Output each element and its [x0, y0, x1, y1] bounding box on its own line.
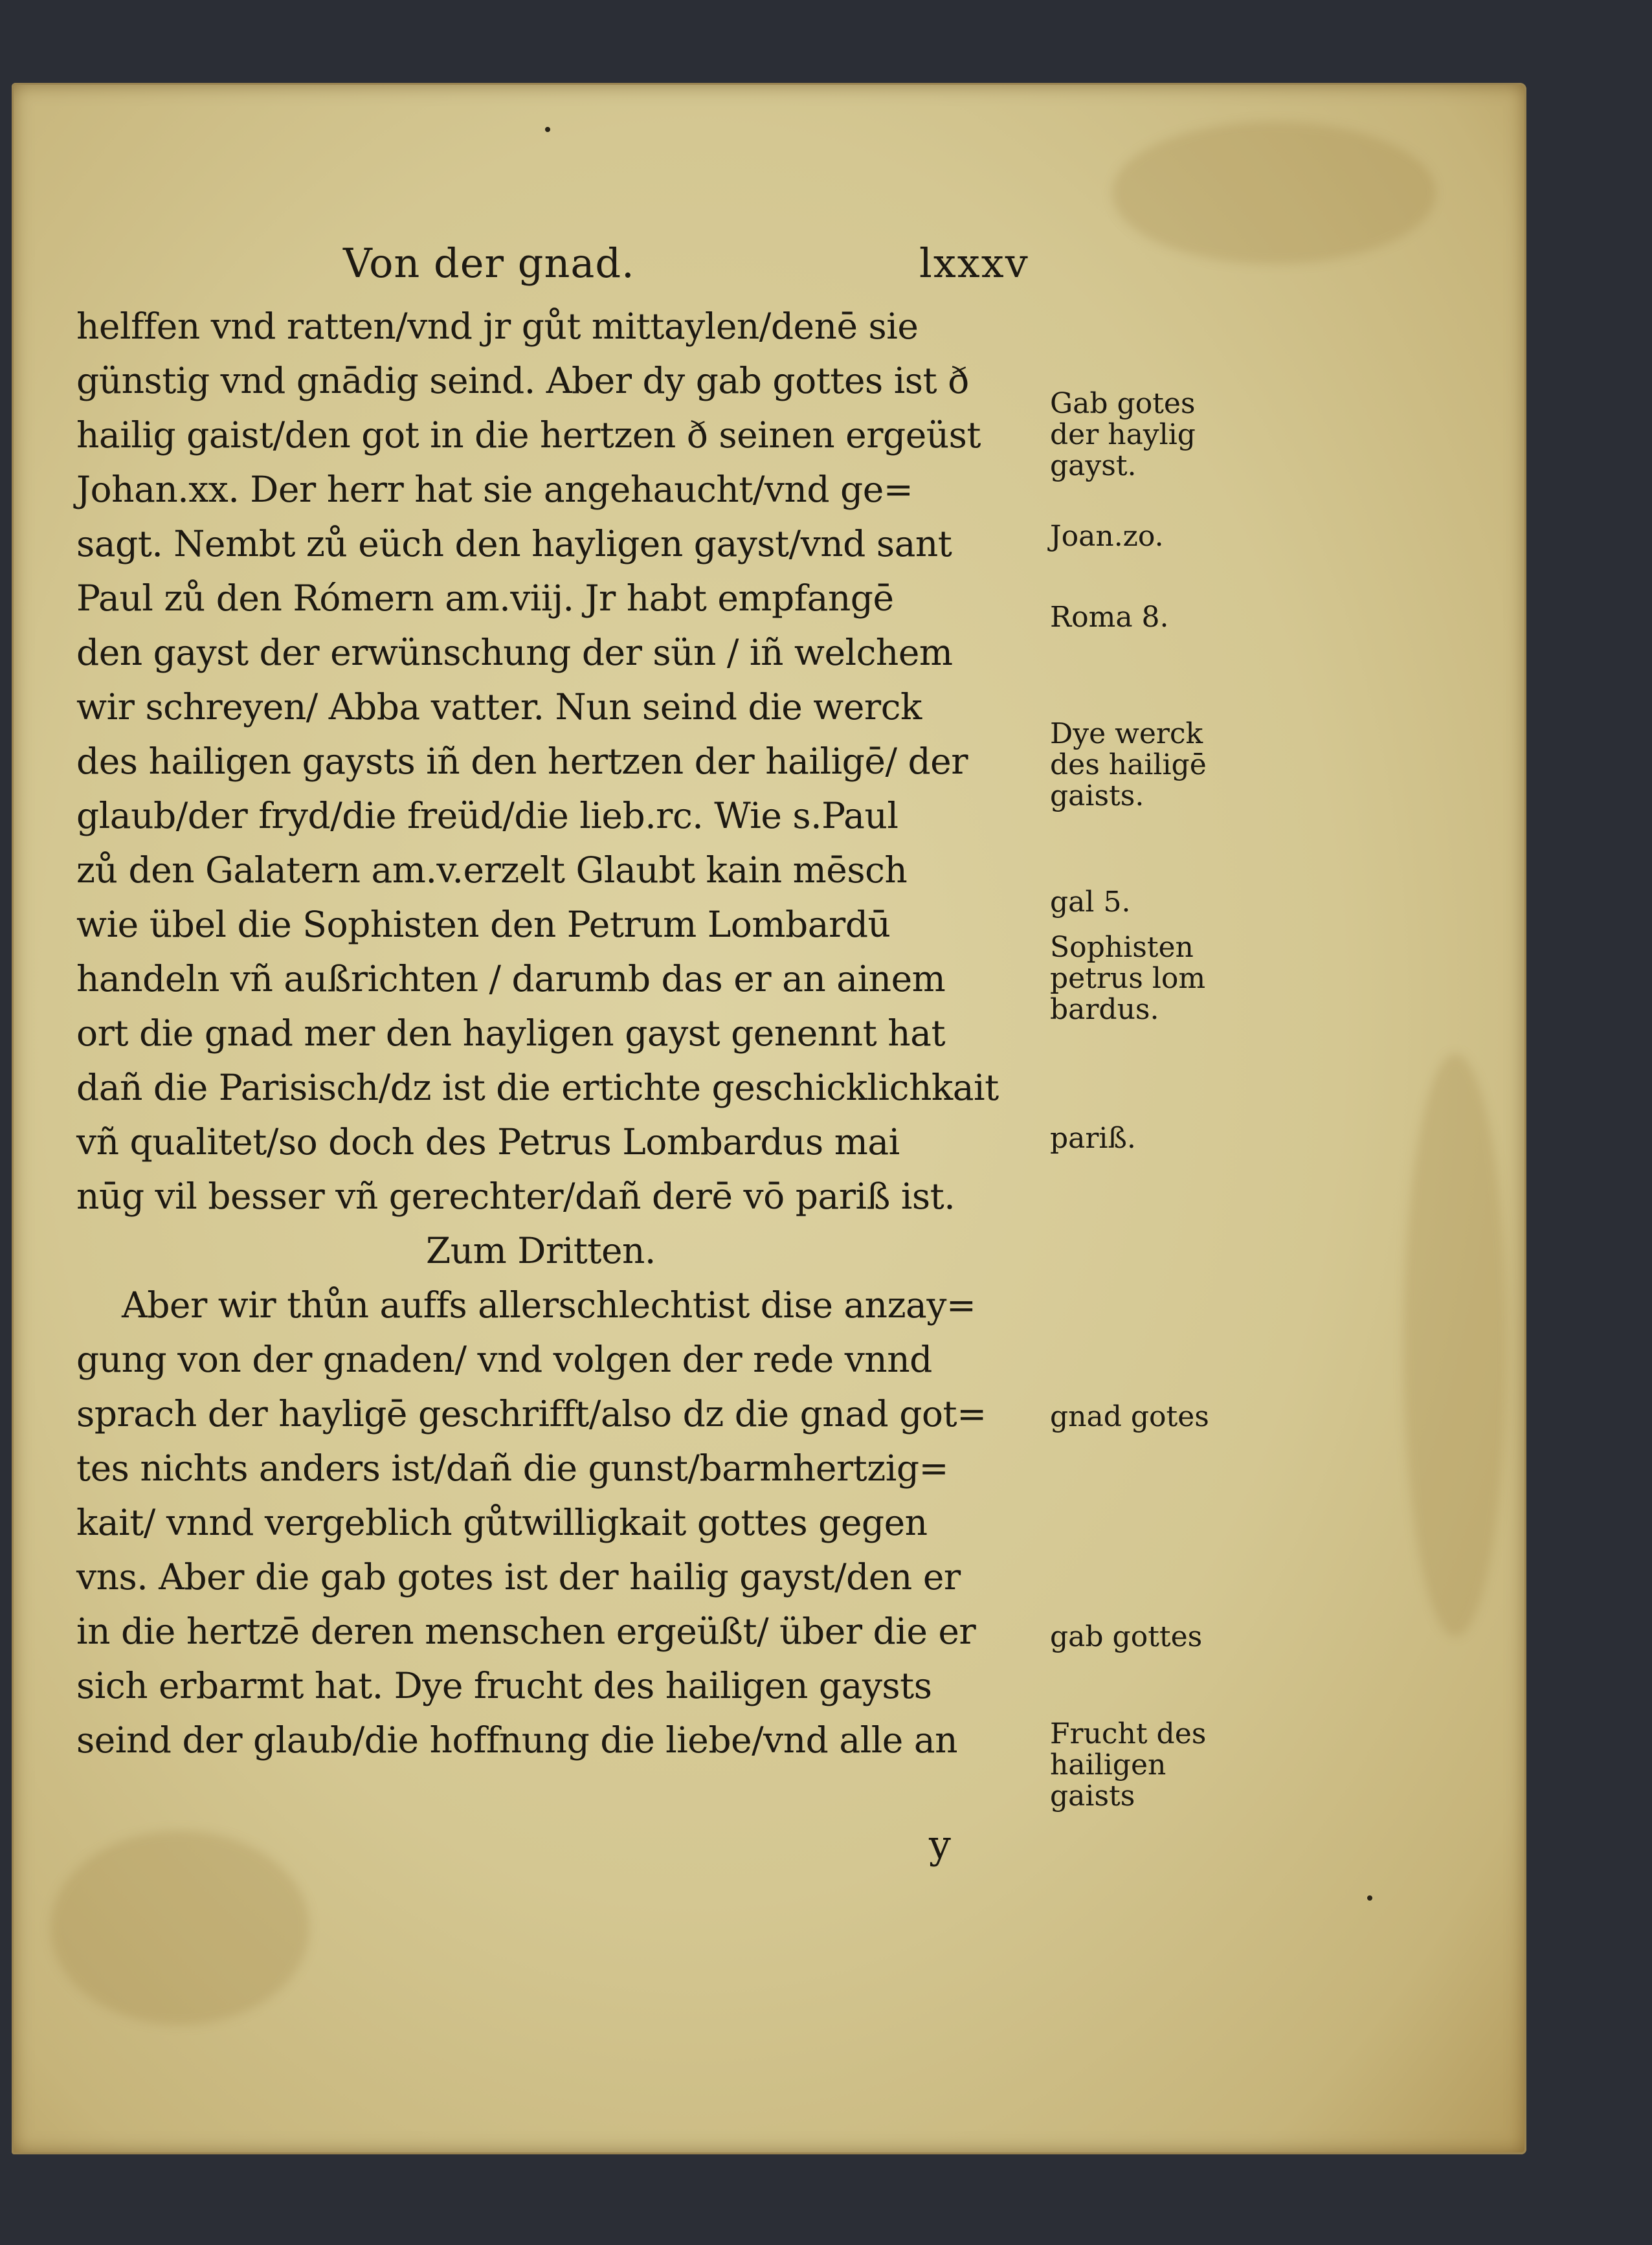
margin-note-line: Dye werck [1050, 717, 1203, 750]
text-line: zů den Galatern am.v.erzelt Glaubt kain mēsch [76, 849, 908, 891]
text-line: handeln vñ außrichten / darumb das er an ainem [76, 958, 946, 1000]
text-line: tes nichts anders ist/dañ die gunst/barmhertzig= [76, 1447, 949, 1489]
text-line: Paul zů den Rómern am.viij. Jr habt empfangē [76, 577, 894, 619]
margin-note-line: Frucht des [1050, 1717, 1207, 1750]
text-line: wie übel die Sophisten den Petrum Lombardū [76, 904, 891, 945]
text-line: seind der glaub/die hoffnung die liebe/vnd alle an [76, 1719, 958, 1761]
margin-note-line: Sophisten [1050, 931, 1194, 964]
text-line: gung von der gnaden/ vnd volgen der rede vnnd [76, 1339, 932, 1380]
ink-speck [1367, 1895, 1372, 1901]
margin-note [1050, 887, 1130, 918]
text-line: ort die gnad mer den hayligen gayst genennt hat [76, 1012, 946, 1054]
text-line: nūg vil besser vñ gerechter/dañ derē vō pariß ist. [76, 1176, 955, 1217]
text-line: vns. Aber die gab gotes ist der hailig gayst/den er [76, 1556, 961, 1598]
text-line: Aber wir thůn auffs allerschlechtist dise anzay= [122, 1284, 976, 1326]
text-line: des hailigen gaysts iñ den hertzen der hailigē/ der [76, 741, 968, 782]
margin-note-line: gaists [1050, 1780, 1135, 1813]
margin-note-line: gnad gotes [1050, 1400, 1209, 1433]
signature-mark: y [929, 1822, 951, 1868]
text-line: günstig vnd gnādig seind. Aber dy gab gottes ist ð [76, 360, 969, 401]
margin-note [1050, 602, 1169, 633]
main-text-block [76, 299, 1067, 1767]
paper-stain [50, 1831, 309, 2025]
margin-note [1050, 1402, 1209, 1433]
margin-note-line: Roma 8. [1050, 601, 1169, 634]
margin-note [1050, 1719, 1206, 1812]
margin-note [1050, 932, 1205, 1025]
text-line: helffen vnd ratten/vnd jr gůt mittaylen/denē sie [76, 306, 919, 347]
text-line: sprach der hayligē geschrifft/also dz die gnad got= [76, 1393, 987, 1435]
margin-note-line: Gab gotes [1050, 387, 1196, 420]
margin-note [1050, 521, 1164, 552]
text-line: kait/ vnnd vergeblich gůtwilligkait gottes gegen [76, 1502, 928, 1543]
margin-note-line: gayst. [1050, 449, 1137, 482]
margin-note-line: petrus lom [1050, 962, 1206, 995]
text-line: hailig gaist/den got in die hertzen ð seinen ergeüst [76, 414, 981, 456]
section-heading: Zum Dritten. [426, 1230, 656, 1271]
text-line: Johan.xx. Der herr hat sie angehaucht/vnd ge= [76, 469, 913, 510]
text-line: sagt. Nembt zů eüch den hayligen gayst/vnd sant [76, 523, 952, 564]
paper-stain [1403, 1054, 1507, 1636]
margin-note-line: des hailigē [1050, 748, 1207, 781]
margin-note-line: Joan.zo. [1050, 520, 1164, 553]
margin-note [1050, 1622, 1202, 1653]
text-line: dañ die Parisisch/dz ist die ertichte geschicklichkait [76, 1067, 999, 1108]
text-line: vñ qualitet/so doch des Petrus Lombardus mai [76, 1121, 900, 1163]
text-line: glaub/der fryd/die freüd/die lieb.rc. Wie s.Paul [76, 795, 899, 836]
margin-note-line: bardus. [1050, 993, 1159, 1026]
ink-speck [545, 127, 550, 132]
margin-note [1050, 719, 1207, 812]
text-line: sich erbarmt hat. Dye frucht des hailigen gaysts [76, 1665, 932, 1706]
running-head: Von der gnad. [343, 240, 635, 287]
margin-note-line: hailigen [1050, 1748, 1166, 1781]
margin-note-line: gab gottes [1050, 1620, 1203, 1653]
margin-note-line: pariß. [1050, 1122, 1136, 1155]
folio-number: lxxxv [919, 240, 1029, 287]
paper-stain [1112, 122, 1436, 264]
text-line: in die hertzē deren menschen ergeüßt/ über die er [76, 1611, 976, 1652]
margin-note-line: gal 5. [1050, 886, 1131, 919]
margin-note [1050, 1123, 1136, 1154]
margin-note [1050, 388, 1196, 482]
margin-note-line: der haylig [1050, 418, 1196, 451]
text-line: den gayst der erwünschung der sün / iñ welchem [76, 632, 953, 673]
text-line: wir schreyen/ Abba vatter. Nun seind die werck [76, 686, 922, 728]
margin-note-line: gaists. [1050, 779, 1144, 812]
